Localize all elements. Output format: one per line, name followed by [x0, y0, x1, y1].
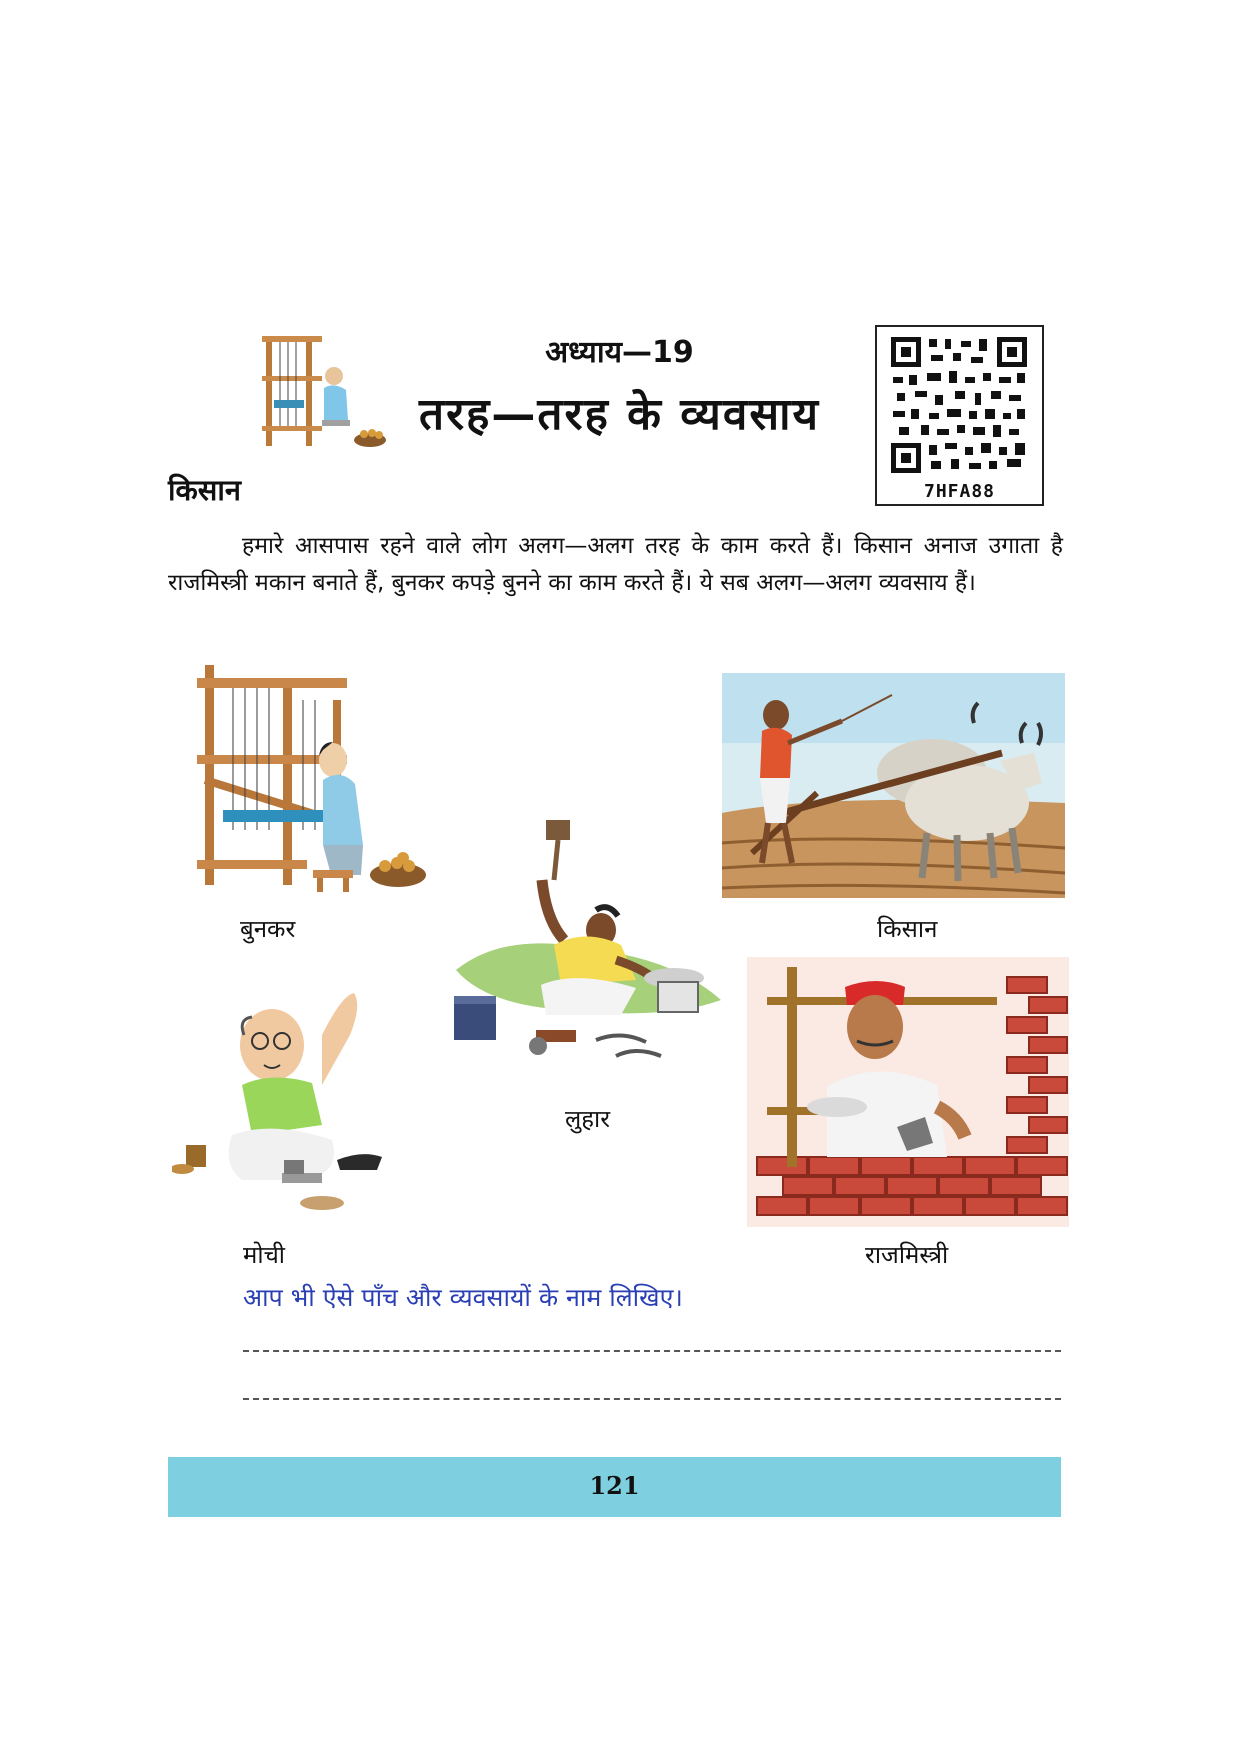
section-heading: किसान — [168, 473, 241, 507]
blacksmith-caption: लुहार — [565, 1105, 611, 1133]
qr-code-label: 7HFA88 — [923, 481, 996, 502]
page-number: 121 — [589, 1471, 640, 1500]
qr-code-box[interactable] — [875, 325, 1044, 506]
cobbler-caption: मोची — [243, 1241, 286, 1269]
chapter-title: तरह—तरह के व्यवसाय — [418, 389, 820, 440]
mason-caption: राजमिस्त्री — [865, 1241, 949, 1269]
exercise-prompt: आप भी ऐसे पाँच और व्यवसायों के नाम लिखिए। — [243, 1283, 683, 1312]
qr-code-icon — [891, 337, 1027, 473]
weaver-illustration — [183, 660, 433, 895]
weaver-loom-icon — [258, 328, 398, 458]
answer-line-2[interactable] — [243, 1398, 1061, 1400]
cobbler-illustration — [172, 975, 402, 1215]
intro-paragraph — [168, 528, 1063, 602]
farmer-illustration — [722, 673, 1065, 898]
answer-line-1[interactable] — [243, 1350, 1061, 1352]
weaver-caption: बुनकर — [240, 915, 296, 943]
intro-paragraph-text: हमारे आसपास रहने वाले लोग अलग—अलग तरह के काम करते हैं। किसान अनाज उगाता है राजमिस्त्री मकान बनाते हैं, बुनकर कपड़े बुनने का काम करते हैं। ये सब अलग—अलग व्यवसाय हैं। — [168, 533, 1063, 596]
mason-illustration — [747, 957, 1069, 1227]
chapter-number: अध्याय—19 — [545, 335, 694, 370]
blacksmith-illustration — [446, 810, 731, 1075]
farmer-caption: किसान — [877, 915, 938, 943]
